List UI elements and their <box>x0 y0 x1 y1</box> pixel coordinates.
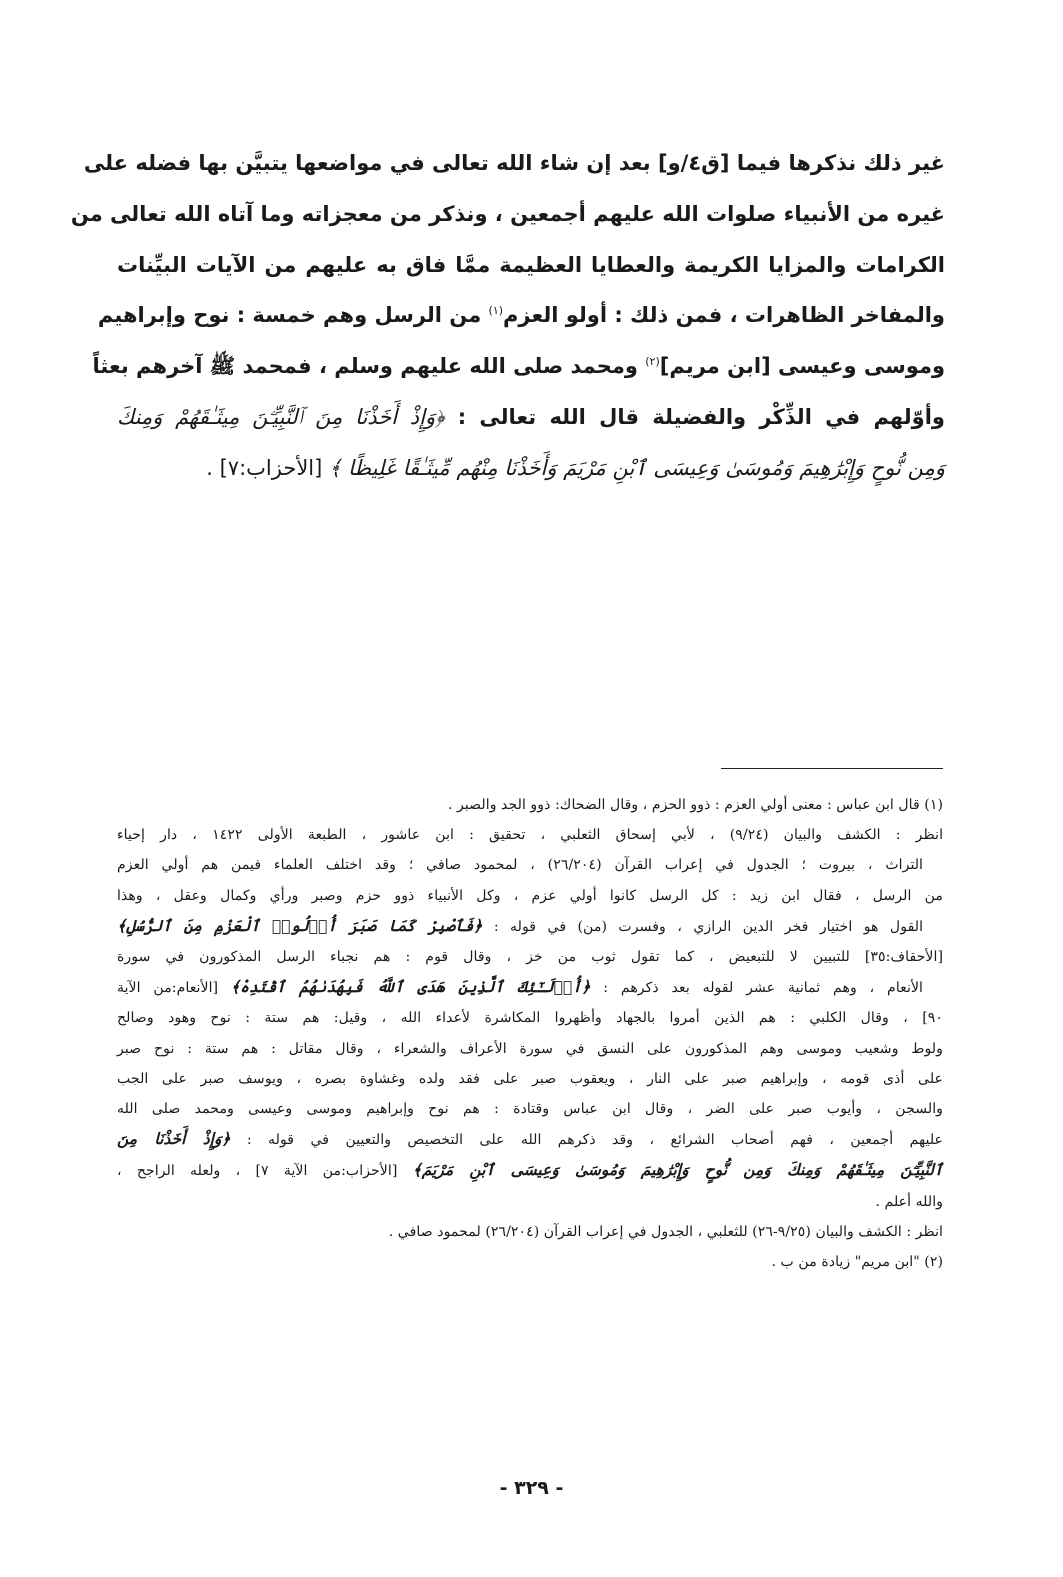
footnote-quran-2: ﴿أُو۟لَـٰٓئِكَ ٱلَّذِينَ هَدَى ٱللَّهُ فَبِهُدَىٰهُمُ ٱقْتَدِهْ﴾ <box>230 977 591 997</box>
footnote-line-6: [الأحقاف:٣٥] للتبيين لا للتبعيض ، كما تقول ثوب من خز ، وقال قوم : هم نجباء الرسل المذكورون في سورة <box>117 949 943 966</box>
footnote-quran-3a: ﴿وَإِذْ أَخَذْنَا مِنَ <box>117 1129 231 1149</box>
footnote-line-14: والله أعلم . <box>875 1193 943 1210</box>
footnote-ref-2[interactable]: (٢) <box>645 355 660 369</box>
footnote-line-4: من الرسل ، فقال ابن زيد : كل الرسل كانوا أولي عزم ، وكل الأنبياء ذوو حزم وصبر ورأي وكمال وعقل ، وهذا <box>117 887 943 904</box>
footnote-line-13 <box>117 1155 943 1186</box>
quran-verse-1a: ﴿وَإِذْ أَخَذْنَا مِنَ ٱلنَّبِيِّـۧنَ مِيثَـٰقَهُمْ وَمِنكَ <box>117 404 445 429</box>
main-line-6 <box>117 392 945 443</box>
footnote-line-10: على أذى قومه ، وإبراهيم صبر على النار ، ويعقوب صبر على فقد ولده وغشاوة بصره ، ويوسف صبر على الجب <box>117 1070 943 1087</box>
main-line-4-b: من الرسل وهم خمسة : نوح وإبراهيم <box>97 303 489 328</box>
footnote-line-5-a: القول هو اختيار فخر الدين الرازي ، وفسرت (من) في قوله : <box>482 918 924 935</box>
footnote-line-7-a: الأنعام ، وهم ثمانية عشر لقوله بعد ذكرهم : <box>590 980 923 997</box>
footnote-line-2: انظر : الكشف والبيان (٩/٢٤) ، لأبي إسحاق الثعلبي ، تحقيق : ابن عاشور ، الطبعة الأولى ١٤٢٢ ، دار إحياء <box>117 827 944 844</box>
footnote-line-5 <box>117 911 943 942</box>
page-number: - ٣٢٩ - <box>499 1477 564 1499</box>
footnote-quran-3b: ٱلنَّبِيِّـۧنَ مِيثَـٰقَهُمْ وَمِنكَ وَمِن نُّوحٍ وَإِبْرَٰهِيمَ وَمُوسَىٰ وَعِيسَى ٱبْنِ مَرْيَمَ﴾ <box>412 1160 944 1180</box>
footnotes <box>117 790 943 1277</box>
quran-verse-1b: وَمِن نُّوحٍ وَإِبْرَٰهِيمَ وَمُوسَىٰ وَعِيسَى ٱبْنِ مَرْيَمَ وَأَخَذْنَا مِنْهُم مِّيثَـٰقًا غَلِيظًا ﴾ <box>329 455 945 480</box>
footnote-line-1: (١) قال ابن عباس : معنى أولي العزم : ذوو الحزم ، وقال الضحاك: ذوو الجد والصبر . <box>448 797 943 813</box>
main-line-4 <box>97 290 945 341</box>
footnote-line-12-a: عليهم أجمعين ، فهم أصحاب الشرائع ، وقد ذكرهم الله على التخصيص والتعيين في قوله : <box>230 1132 943 1149</box>
footnote-line-11: والسجن ، وأيوب صبر على الضر ، وقال ابن عباس وقتادة : هم نوح وإبراهيم وموسى وعيسى ومحمد صلى الله <box>117 1101 943 1118</box>
footnote-line-13-a: [الأحزاب:من الآية ٧] ، ولعله الراجح ، <box>117 1163 413 1180</box>
main-line-6-a: وأوّلهم في الذِّكْر والفضيلة قال الله تعالى : <box>444 404 945 429</box>
footnote-line-8: ٩٠] ، وقال الكلبي : هم الذين أمروا بالجهاد وأظهروا المكاشرة لأعداء الله ، وقيل: هم ستة : نوح وهود وصالح <box>117 1010 943 1027</box>
main-text <box>70 138 945 494</box>
main-line-5-b: ومحمد صلى الله عليهم وسلم ، فمحمد ﷺ آخرهم بعثاً <box>92 354 646 379</box>
verse-reference-1: [الأحزاب:٧] . <box>206 455 330 480</box>
main-line-3: الكرامات والمزايا الكريمة والعطايا العظيمة ممَّا فاق به عليهم من الآيات البيِّنات <box>117 252 945 277</box>
footnote-line-3: التراث ، بيروت ؛ الجدول في إعراب القرآن (٢٦/٢٠٤) ، لمحمود صافي ؛ وقد اختلف العلماء فيمن هم أولي العزم <box>117 857 923 874</box>
footnote-separator <box>721 768 943 769</box>
footnote-line-9: ولوط وشعيب وموسى وهم المذكورون على النسق في سورة الأعراف والشعراء ، وقال مقاتل : هم ستة : نوح صبر <box>117 1040 943 1057</box>
footnote-line-12 <box>117 1124 943 1155</box>
footnote-quran-1: ﴿فَٱصْبِرْ كَمَا صَبَرَ أُو۟لُوا۟ ٱلْعَزْمِ مِنَ ٱلرُّسُلِ﴾ <box>117 915 483 935</box>
main-line-7 <box>117 443 945 494</box>
footnote-ref-1[interactable]: (١) <box>488 304 504 318</box>
main-line-4-a: والمفاخر الظاهرات ، فمن ذلك : أولو العزم <box>503 303 945 328</box>
footnote-line-7 <box>117 972 943 1003</box>
main-line-5-a: وموسى وعيسى [ابن مريم] <box>659 354 945 379</box>
footnote-line-7-b: [الأنعام:من الآية <box>117 980 231 997</box>
main-line-5 <box>92 341 945 392</box>
footnote-line-16: (٢) "ابن مريم" زيادة من ب . <box>771 1254 943 1271</box>
main-line-1: غير ذلك نذكرها فيما [ق٤/و] بعد إن شاء الله تعالى في مواضعها يتبيَّن بها فضله على <box>83 151 945 175</box>
footnote-line-15: انظر : الكشف والبيان (٩/٢٥-٢٦) للثعلبي ، الجدول في إعراب القرآن (٢٦/٢٠٤) لمحمود صافي . <box>388 1223 943 1240</box>
main-line-2: غيره من الأنبياء صلوات الله عليهم أجمعين ، ونذكر من معجزاته وما آتاه الله تعالى من <box>70 201 945 226</box>
